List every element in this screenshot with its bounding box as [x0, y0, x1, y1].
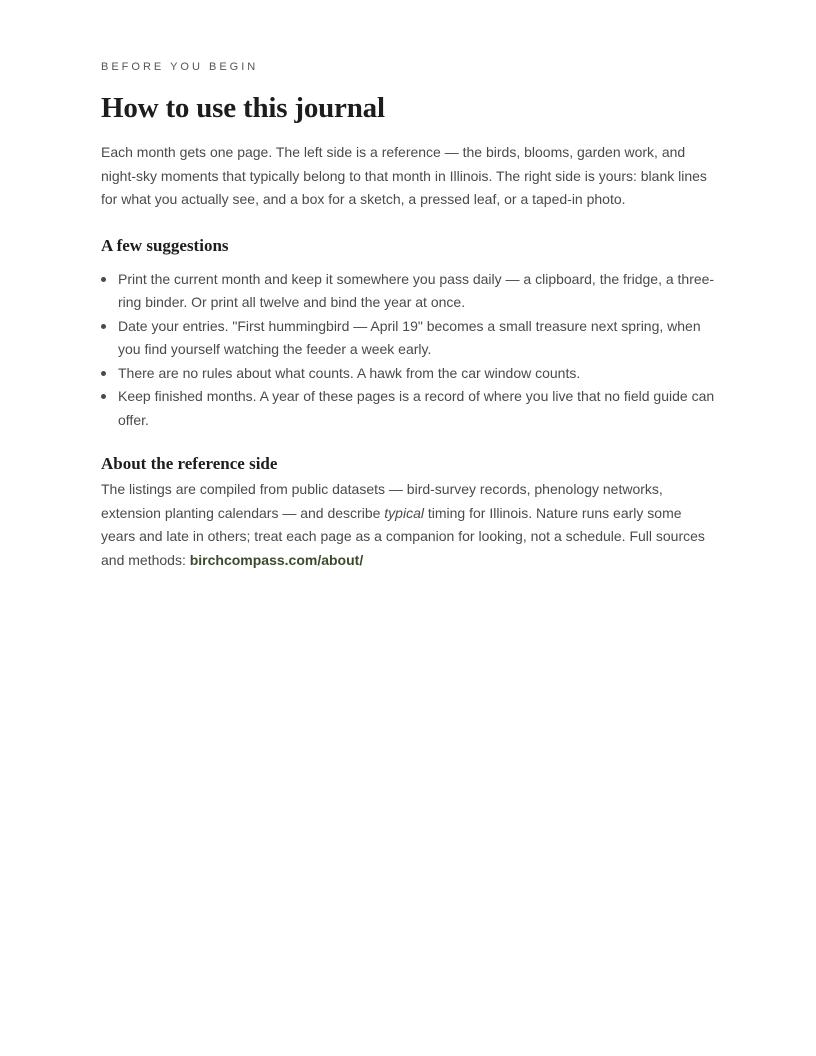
list-item-text: Keep finished months. A year of these pages is a record of where you live that no field guide can offer.	[118, 388, 715, 428]
suggestions-heading: A few suggestions	[101, 235, 229, 255]
journal-page	[101, 58, 716, 572]
bullet-icon	[101, 371, 106, 376]
suggestions-section	[101, 235, 716, 433]
eyebrow-label: BEFORE YOU BEGIN	[101, 61, 259, 73]
list-item	[118, 385, 716, 432]
list-item	[118, 315, 716, 362]
suggestions-list	[101, 268, 716, 433]
bullet-icon	[101, 277, 106, 282]
list-item	[118, 362, 716, 386]
about-text-emphasis: typical	[384, 504, 424, 521]
page-title: How to use this journal	[101, 92, 385, 124]
about-text-start: The listings are compiled from public datasets — bird-survey records, phenology networks, extension planting calendars — and describe	[101, 481, 663, 521]
about-heading: About the reference side	[101, 454, 278, 473]
about-section	[101, 453, 716, 572]
list-item-text: There are no rules about what counts. A hawk from the car window counts.	[118, 364, 581, 381]
about-text-end: timing for Illinois. Nature runs early some years and late in others; treat each page as a companion for looking, not a schedule. Full sources and methods:	[101, 504, 705, 568]
about-paragraph	[101, 478, 716, 572]
about-sources-link[interactable]: birchcompass.com/about/	[189, 551, 364, 568]
list-item-text: Date your entries. "First hummingbird — April 19" becomes a small treasure next spring, when you find yourself watching the feeder a week early.	[118, 317, 701, 357]
bullet-icon	[101, 394, 106, 399]
intro-paragraph: Each month gets one page. The left side is a reference — the birds, blooms, garden work, and night-sky moments that typically belong to that month in Illinois. The right side is yours: blank lines for what you actually see, and a box for a sketch, a pressed leaf, or a taped-in photo.	[101, 144, 707, 207]
list-item-text: Print the current month and keep it somewhere you pass daily — a clipboard, the fridge, a three-ring binder. Or print all twelve and bind the year at once.	[118, 270, 715, 310]
list-item	[118, 268, 716, 315]
bullet-icon	[101, 324, 106, 329]
